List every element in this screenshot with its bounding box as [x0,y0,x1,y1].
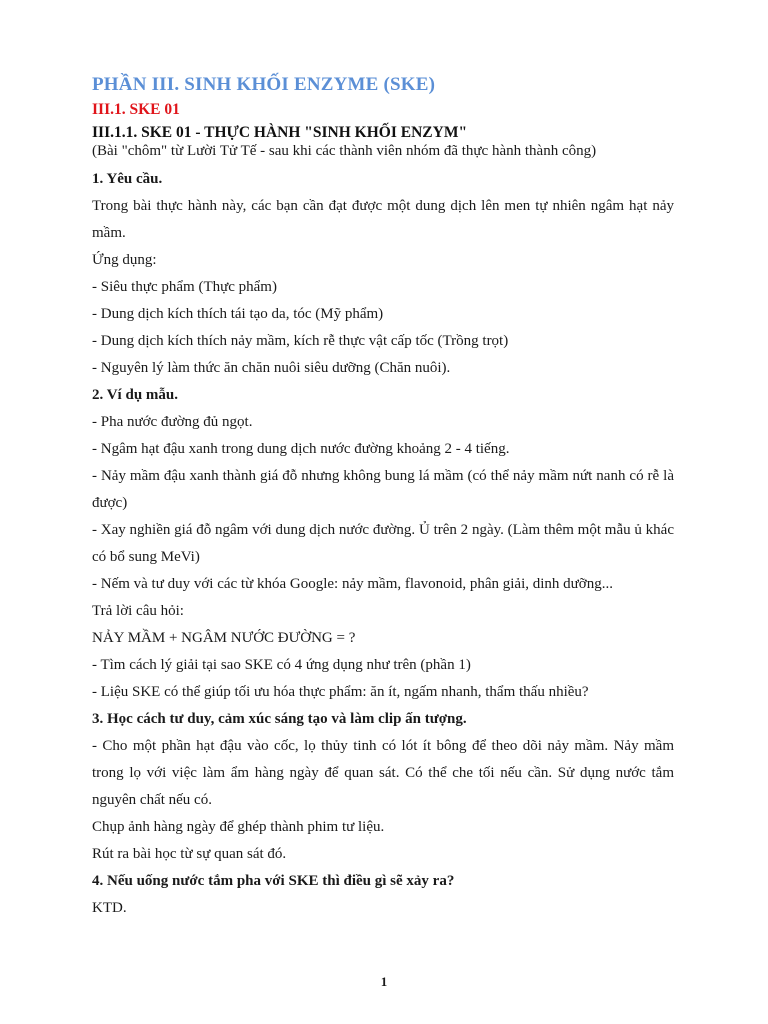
list-item: - Pha nước đường đủ ngọt. [92,414,253,430]
list-item: - Nảy mầm đậu xanh thành giá đỗ nhưng không bung lá mầm (có thể nảy mầm nứt nanh có rễ là được) [92,468,674,511]
heading-example: 2. Ví dụ mẫu. [92,387,179,403]
paragraph: Trong bài thực hành này, các bạn cần đạt được một dung dịch lên men tự nhiên ngâm hạt nảy mầm. [92,198,674,241]
paragraph: Rút ra bài học từ sự quan sát đó. [92,846,287,862]
subsection-title: III.1.1. SKE 01 - THỰC HÀNH "SINH KHỐI ENZYM" [92,124,468,141]
list-item: - Nguyên lý làm thức ăn chăn nuôi siêu dưỡng (Chăn nuôi). [92,360,451,376]
list-item: - Cho một phần hạt đậu vào cốc, lọ thủy tinh có lót ít bông để theo dõi nảy mầm. Nảy mầm trong lọ với việc làm ẩm hàng ngày để quan sát. Có thể che tối nếu cần. Sử dụng nước tắm nguyên chất nếu có. [92,738,674,808]
list-item: - Tìm cách lý giải tại sao SKE có 4 ứng dụng như trên (phần 1) [92,657,471,673]
list-item: - Xay nghiền giá đỗ ngâm với dung dịch nước đường. Ủ trên 2 ngày. (Làm thêm một mẫu ủ khác có bổ sung MeVi) [92,522,674,565]
section-title: III.1. SKE 01 [92,101,180,118]
paragraph: Trả lời câu hỏi: [92,603,184,619]
list-item: - Ngâm hạt đậu xanh trong dung dịch nước đường khoảng 2 - 4 tiếng. [92,441,510,457]
heading-creative-thinking: 3. Học cách tư duy, cảm xúc sáng tạo và làm clip ấn tượng. [92,711,467,727]
formula-line: NẢY MẦM + NGÂM NƯỚC ĐƯỜNG = ? [92,630,356,646]
page-number: 1 [380,974,388,989]
paragraph: KTD. [92,900,127,916]
document-body [92,166,674,922]
list-item: - Dung dịch kích thích nảy mầm, kích rễ thực vật cấp tốc (Trồng trọt) [92,333,509,349]
list-item: - Dung dịch kích thích tái tạo da, tóc (Mỹ phẩm) [92,306,384,322]
heading-question: 4. Nếu uống nước tắm pha với SKE thì điều gì sẽ xảy ra? [92,873,455,889]
list-item: - Liệu SKE có thể giúp tối ưu hóa thực phẩm: ăn ít, ngấm nhanh, thẩm thấu nhiều? [92,684,589,700]
paragraph: Chụp ảnh hàng ngày để ghép thành phim tư liệu. [92,819,385,835]
source-note: (Bài "chôm" từ Lười Tử Tế - sau khi các thành viên nhóm đã thực hành thành công) [92,143,597,159]
paragraph: Ứng dụng: [92,252,157,268]
list-item: - Nếm và tư duy với các từ khóa Google: nảy mầm, flavonoid, phân giải, dinh dưỡng... [92,576,613,592]
part-title: PHẦN III. SINH KHỐI ENZYME (SKE) [92,74,436,95]
heading-requirements: 1. Yêu cầu. [92,171,163,187]
list-item: - Siêu thực phẩm (Thực phẩm) [92,279,277,295]
